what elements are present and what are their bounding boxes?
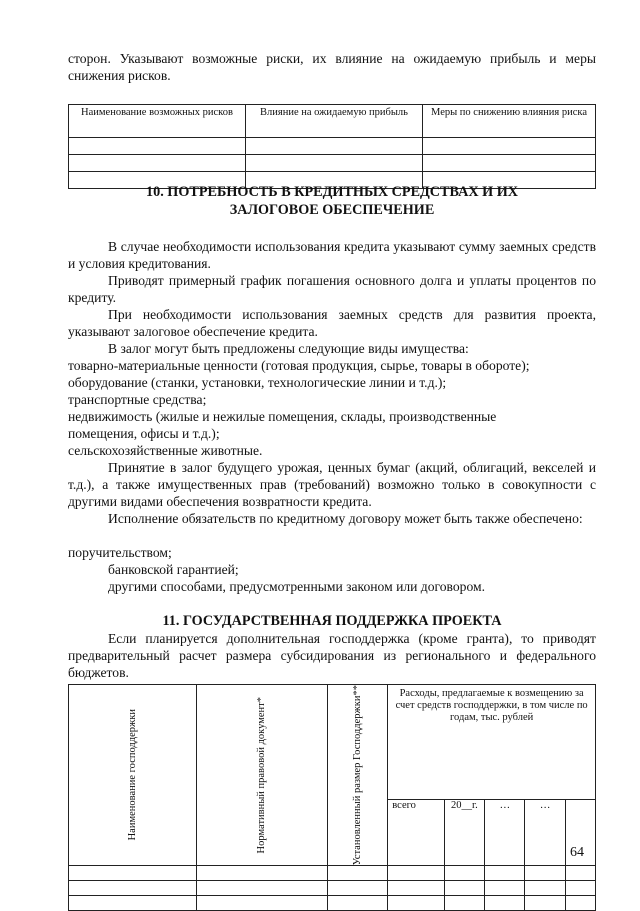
risk-table: [68, 104, 596, 189]
support-header-document-cell: [197, 685, 328, 866]
support-subheader-total: всего: [388, 799, 444, 865]
section10-paragraph-4: В залог могут быть предложены следующие виды имущества:: [108, 341, 469, 356]
support-subheader-year: 20__г.: [444, 799, 485, 865]
section10-paragraph-1: В случае необходимости использования кредита указывают сумму заемных средств и условия кредитования.: [68, 239, 596, 271]
support-header-expenses: Расходы, предлагаемые к возмещению за счет средств господдержки, в том числе по годам, тыс. рублей: [388, 685, 596, 800]
list-item: другими способами, предусмотренными законом или договором.: [108, 579, 486, 594]
list-item: сельскохозяйственные животные.: [68, 443, 263, 458]
section11-paragraph-1: Если планируется дополнительная господдержка (кроме гранта), то приводят предварительный расчет размера субсидирования из регионального и федерального бюджетов.: [68, 631, 596, 680]
section10-paragraph-2: Приводят примерный график погашения основного долга и уплаты процентов по кредиту.: [68, 273, 596, 305]
table-row: [69, 881, 596, 896]
table-row: [69, 138, 596, 155]
list-item: недвижимость (жилые и нежилые помещения, склады, производственные помещения, офисы и т.д.);: [68, 409, 497, 441]
table-row: [69, 866, 596, 881]
list-item: транспортные средства;: [68, 392, 207, 407]
support-header-document: Нормативный правовой документ*: [256, 696, 268, 854]
section10-paragraph-6: Исполнение обязательств по кредитному договору может быть также обеспечено:: [108, 511, 583, 526]
section10-paragraph-5: Принятие в залог будущего урожая, ценных бумаг (акций, облигаций, векселей и т.д.), а также имущественных прав (требований) возможно только в совокупности с другими видами обеспечения возвратности кредита.: [68, 460, 596, 509]
list-item: товарно-материальные ценности (готовая продукция, сырье, товары в обороте);: [68, 358, 530, 373]
page-number: 64: [570, 845, 584, 860]
section10-title-line1: 10. ПОТРЕБНОСТЬ В КРЕДИТНЫХ СРЕДСТВАХ И ИХ: [146, 184, 518, 200]
support-header-name-cell: [69, 685, 197, 866]
risk-header-name: Наименование возможных рисков: [69, 105, 246, 138]
risk-header-impact: Влияние на ожидаемую прибыль: [246, 105, 423, 138]
list-item: банковской гарантией;: [108, 562, 239, 577]
intro-paragraph: сторон. Указывают возможные риски, их влияние на ожидаемую прибыль и меры снижения рисков.: [68, 51, 596, 83]
support-header-name: Наименование господдержки: [126, 709, 138, 841]
risk-header-measures: Меры по снижению влияния риска: [423, 105, 596, 138]
section10-title-line2: ЗАЛОГОВОЕ ОБЕСПЕЧЕНИЕ: [229, 202, 435, 218]
table-row: [69, 155, 596, 172]
support-subheader-dots-1: …: [485, 799, 525, 865]
support-header-size: Установленный размер Господдержки**: [351, 685, 363, 866]
list-item: поручительством;: [68, 545, 172, 560]
table-row: [69, 896, 596, 911]
section11-title: 11. ГОСУДАРСТВЕННАЯ ПОДДЕРЖКА ПРОЕКТА: [162, 613, 502, 629]
support-subheader-dots-2: …: [525, 799, 565, 865]
list-item: оборудование (станки, установки, технологические линии и т.д.);: [68, 375, 447, 390]
support-header-size-cell: [327, 685, 387, 866]
section10-paragraph-3: При необходимости использования заемных средств для развития проекта, указывают залоговое обеспечение кредита.: [68, 307, 596, 339]
support-table: [68, 684, 596, 911]
